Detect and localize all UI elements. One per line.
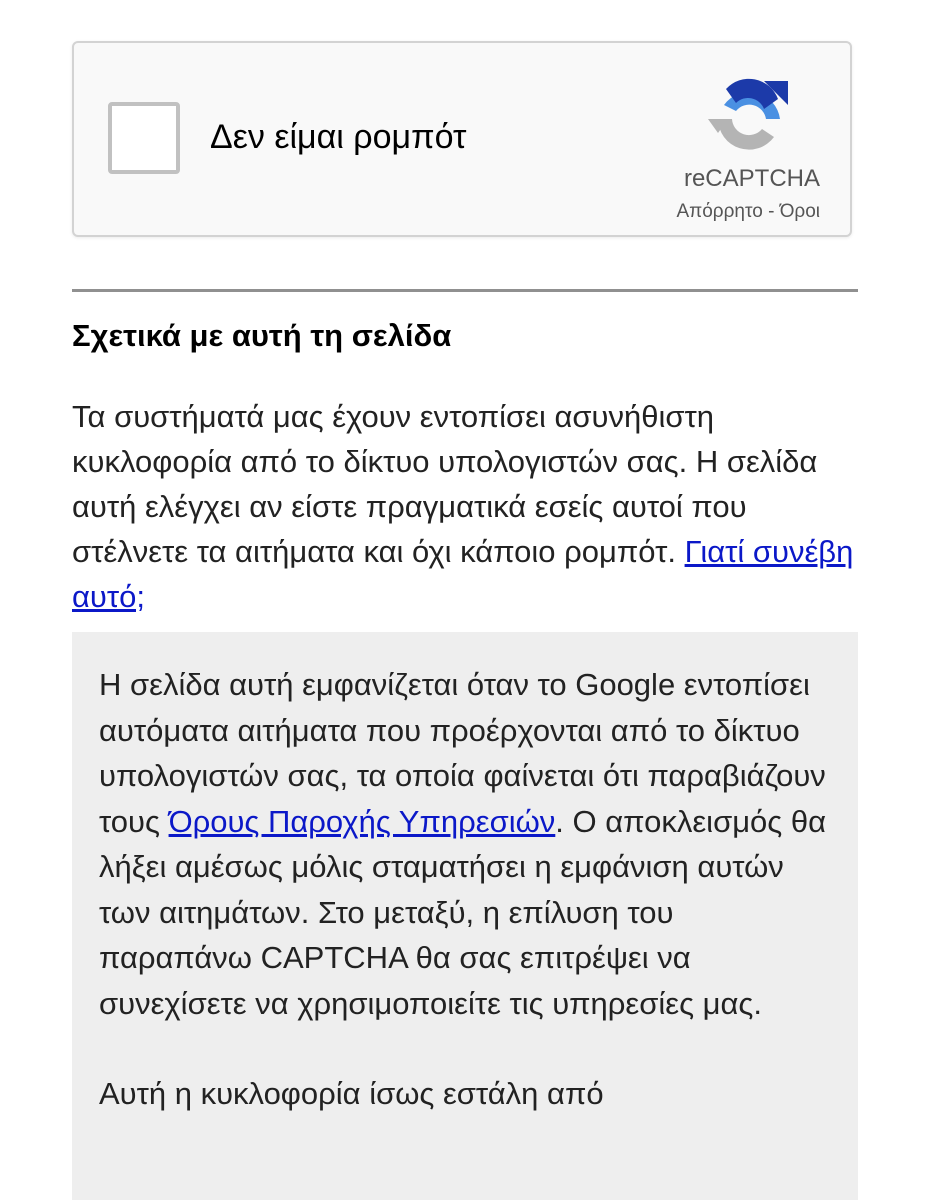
about-heading: Σχετικά με αυτή τη σελίδα [72,318,452,353]
intro-text: Τα συστήματά μας έχουν εντοπίσει ασυνήθιστη κυκλοφορία από το δίκτυο υπολογιστών σας. Η σελίδα αυτή ελέγχει αν είστε πραγματικά εσείς αυτοί που στέλνετε τα αιτήματα και όχι κάποιο ρομπότ. [72,399,818,569]
recaptcha-logo-icon [704,75,794,163]
not-robot-checkbox[interactable] [108,102,180,174]
about-intro [72,394,862,619]
privacy-link[interactable]: Απόρρητο [676,201,763,222]
info-paragraph-2: Αυτή η κυκλοφορία ίσως εστάλη από [99,1076,604,1111]
info-text-after: . Ο αποκλεισμός θα λήξει αμέσως μόλις σταματήσει η εμφάνιση αυτών των αιτημάτων. Στο μεταξύ, η επίλυση του παραπάνω CAPTCHA θα σας επιτρέψει να συνεχίσετε να χρησιμοποιείτε τις υπηρεσίες μας. [99,803,827,1021]
why-did-this-happen-link[interactable]: Γιατί συνέβη αυτό; [72,534,854,614]
checkbox-label: Δεν είμαι ρομπότ [210,118,467,156]
recaptcha-brand: reCAPTCHA [683,165,820,192]
section-divider [72,289,858,292]
links-separator: - [762,201,780,222]
info-paragraph [99,662,832,1026]
recaptcha-widget [72,41,852,237]
terms-of-service-link[interactable]: Όρους Παροχής Υπηρεσιών [168,803,556,839]
info-text-before: Η σελίδα αυτή εμφανίζεται όταν το Google εντοπίσει αυτόματα αιτήματα που προέρχονται από το δίκτυο υπολογιστών σας, τα οποία φαίνεται ότι παραβιάζουν τους [99,667,826,839]
terms-link[interactable]: Όροι [779,201,820,222]
recaptcha-links [676,201,820,223]
info-box [72,632,858,1200]
